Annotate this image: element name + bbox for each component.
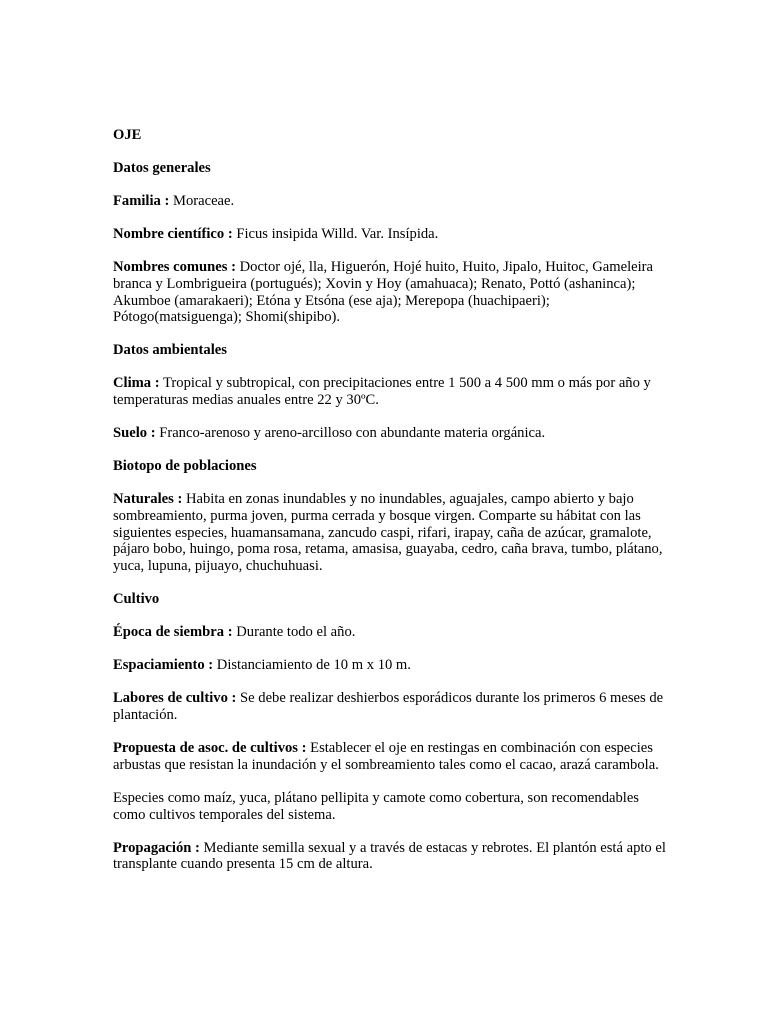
field-value-propagacion: Mediante semilla sexual y a través de estacas y rebrotes. El plantón está apto el transplante cuando presenta 15 cm de altura. bbox=[113, 839, 666, 873]
paragraph-propagacion bbox=[113, 840, 673, 874]
paragraph-familia bbox=[113, 193, 673, 210]
paragraph-labores-cultivo bbox=[113, 690, 673, 724]
section-heading-datos-generales: Datos generales bbox=[113, 159, 211, 176]
field-label-familia: Familia : bbox=[113, 192, 170, 209]
field-label-clima: Clima : bbox=[113, 375, 160, 392]
section-heading-datos-ambientales: Datos ambientales bbox=[113, 342, 227, 359]
paragraph-espaciamiento bbox=[113, 657, 673, 674]
paragraph-clima bbox=[113, 375, 673, 409]
field-label-epoca-siembra: Época de siembra : bbox=[113, 624, 233, 641]
field-value-familia: Moraceae. bbox=[169, 192, 235, 209]
field-label-suelo: Suelo : bbox=[113, 425, 156, 442]
field-label-nombres-comunes: Nombres comunes : bbox=[113, 258, 236, 275]
paragraph-nombres-comunes bbox=[113, 259, 673, 326]
field-value-labores-cultivo: Se debe realizar deshierbos esporádicos durante los primeros 6 meses de plantación. bbox=[113, 690, 664, 723]
paragraph-suelo bbox=[113, 425, 673, 442]
paragraph-epoca-siembra bbox=[113, 624, 673, 641]
paragraph-especies: Especies como maíz, yuca, plátano pellipita y camote como cobertura, son recomendables como cultivos temporales del sistema. bbox=[113, 789, 639, 823]
field-value-clima: Tropical y subtropical, con precipitaciones entre 1 500 a 4 500 mm o más por año y temperaturas medias anuales entre 22 y 30ºC. bbox=[113, 375, 651, 409]
document-title: OJE bbox=[113, 127, 142, 143]
field-value-nombres-comunes: Doctor ojé, lla, Higuerón, Hojé huito, Huito, Jipalo, Huitoc, Gameleira branca y Lombrigueira (portugués); Xovin y Hoy (amahuaca); Renato, Pottó (ashaninca); Akumboe (amarakaeri); Etóna y Etsóna (ese aja); Merepopa (huachipaeri); Pótogo(matsiguenga); Shomi(shipibo). bbox=[113, 258, 654, 326]
field-value-suelo: Franco-arenoso y areno-arcilloso con abundante materia orgánica. bbox=[155, 425, 546, 442]
document-page bbox=[113, 127, 673, 889]
field-label-propuesta-asociacion: Propuesta de asoc. de cultivos : bbox=[113, 739, 307, 756]
field-value-propuesta-asociacion: Establecer el oje en restingas en combinación con especies arbustas que resistan la inundación y el sombreamiento tales como el cacao, arazá carambola. bbox=[113, 739, 659, 773]
paragraph-naturales bbox=[113, 491, 673, 575]
field-value-nombre-cientifico: Ficus insipida Willd. Var. Insípida. bbox=[232, 225, 439, 242]
field-label-nombre-cientifico: Nombre científico : bbox=[113, 225, 233, 242]
paragraph-nombre-cientifico bbox=[113, 226, 673, 243]
paragraph-propuesta-asociacion bbox=[113, 740, 673, 774]
field-label-naturales: Naturales : bbox=[113, 491, 183, 508]
field-value-naturales: Habita en zonas inundables y no inundables, aguajales, campo abierto y bajo sombreamiento, purma joven, purma cerrada y bosque virgen. Comparte su hábitat con las siguientes especies, huamansamana, zancudo caspi, rifari, irapay, caña de azúcar, gramalote, pájaro bobo, huingo, poma rosa, retama, amasisa, guayaba, cedro, caña brava, tumbo, plátano, yuca, lupuna, pijuayo, chuchuhuasi. bbox=[113, 491, 663, 575]
field-value-espaciamiento: Distanciamiento de 10 m x 10 m. bbox=[213, 657, 411, 674]
section-heading-cultivo: Cultivo bbox=[113, 591, 160, 608]
field-label-espaciamiento: Espaciamiento : bbox=[113, 657, 214, 674]
field-label-propagacion: Propagación : bbox=[113, 839, 200, 856]
section-heading-biotopo: Biotopo de poblaciones bbox=[113, 458, 257, 475]
field-value-epoca-siembra: Durante todo el año. bbox=[232, 624, 356, 641]
field-label-labores-cultivo: Labores de cultivo : bbox=[113, 690, 237, 707]
